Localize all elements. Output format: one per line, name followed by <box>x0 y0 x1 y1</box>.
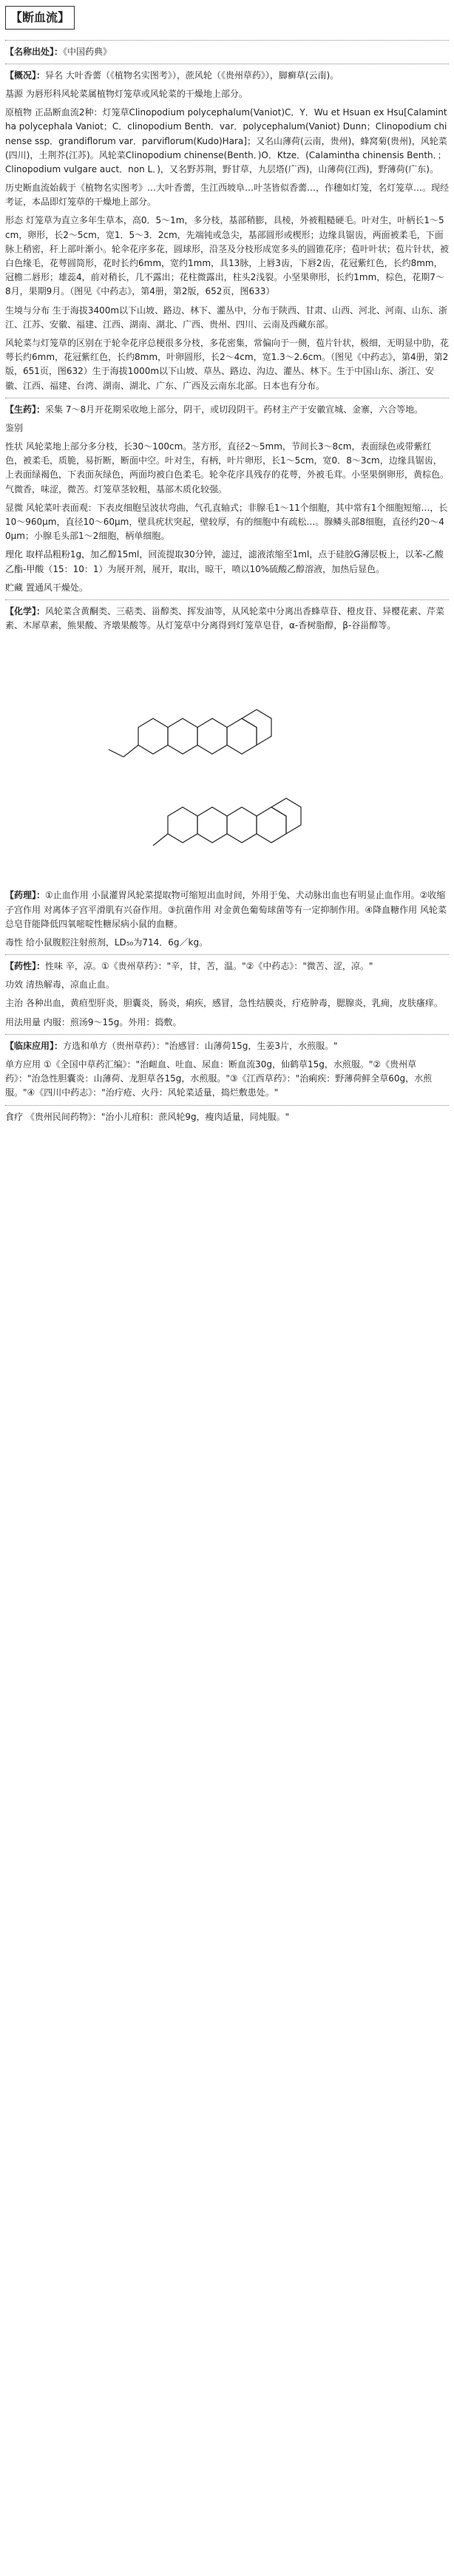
section-label: 【名称出处】： <box>5 46 64 57</box>
para-dosage: 用法用量 内服：煎汤9～15g。外用：捣敷。 <box>5 1016 182 1027</box>
section-name-source <box>5 45 449 59</box>
para-microscopy: 显微 风轮菜叶表面观：下表皮细胞呈波状弯曲，气孔直轴式；非腺毛1～11个细胞，其中常有1个细胞短缩…，长10～960µm，直径10～60µm，壁具疣状突起，壁较厚，有的细胞中有疏松…。腺鳞头部8细胞，直径约20～40µm；小腺毛头部1～2细胞，柄单细胞。 <box>5 502 448 542</box>
para-plant: 原植物 正品断血流2种：灯笼草Clinopodium polycephalum(Vaniot)C．Y．Wu et Hsuan ex Hsu[Calamintha polycephala Vaniot；C．clinopodium Benth．var．polycephalum(Vaniot) Dunn；Clinopodium chinense ssp．grandiflorum var．parviflorum(Kudo)Hara]；又名山薄荷(云南，贵州)，蜂窝菊(贵州)，风轮菜(四川)，土荆芥(江苏)。风轮菜Clinopodium chinense(Benth．)O．Ktze．(Calamintha chinensis Benth．；Clinopodium vulgare auct．non L．)，又名野苏荆，野甘草，九层塔(广西)，山薄荷(江西)，野薄荷(广东)。 <box>5 107 447 174</box>
para-indications: 主治 各种出血，黄疸型肝炎，胆囊炎，肠炎，痢疾，感冒，急性结膜炎，疔疮肿毒，腮腺炎，乳痈，皮肤瘙痒。 <box>5 998 443 1009</box>
para-characters: 性状 风轮菜地上部分多分枝，长30～100cm。茎方形，直径2～5mm，节间长3～8cm，表面绿色或带紫红色，被柔毛，质脆，易折断，断面中空。叶对生，有柄，叶片卵形，长1～5cm，宽0．8～3cm，边缘具锯齿，上表面绿褐色，下表面灰绿色，两面均被白色柔毛。轮伞花序具残存的花萼，外被毛茸。小坚果倒卵形，黄棕色。气微香，味涩，微苦。灯笼草茎较粗，基部木质化较强。 <box>5 441 450 495</box>
divider <box>5 599 449 600</box>
section-text: 风轮菜含黄酮类、三萜类、甾醇类、挥发油等，从风轮菜中分离出香蜂草苷、橙皮苷、异樱花素、芹菜素、木犀草素，熊果酸、齐墩果酸等。从灯笼草中分离得到灯笼草皂苷，α-香树脂醇，β-谷甾醇等。 <box>5 605 445 631</box>
section-text: 采集 7～8月开花期采收地上部分，阴干，或切段阴干。药材主产于安徽宣城、金寨，六合等地。 <box>45 404 424 415</box>
para-source: 基源 为唇形科风轮菜属植物灯笼草或风轮菜的干燥地上部分。 <box>5 88 248 99</box>
section-properties <box>5 959 449 973</box>
section-label: 【药性】： <box>5 961 46 972</box>
section-label: 【化学】： <box>5 605 46 616</box>
para-identification: 鉴别 <box>5 422 24 433</box>
para-difference: 风轮菜与灯笼草的区别在于轮伞花序总梗很多分枝，多花密集，常偏向于一侧，苞片针状，极细，无明显中肋，花萼长约6mm，花冠紫红色，长约8mm，叶卵圆形，长2～4cm，宽1.3～2.6cm。（图见《中药志》，第4册，第2版，651页，图632）生于海拔1000m以下山坡、草丛、路边、沟边、灌丛、林下。生于中国山东、浙江、安徽、江西、福建、台湾、湖南、湖北、广东、广西及云南东北部。日本也有分布。 <box>5 337 450 391</box>
divider <box>5 954 449 955</box>
section-label: 【临床应用】： <box>5 1040 64 1051</box>
section-crude-drug <box>5 403 449 417</box>
para-history: 历史断血流始载于《植物名实图考》…大叶香薷，生江西坡阜…叶茎皆似香薷…，作穗如灯笼，名灯笼草…。现经考证，本品即灯笼草的干燥地上部分。 <box>5 183 450 208</box>
section-label: 【药理】： <box>5 890 46 901</box>
document-page <box>5 0 449 1141</box>
document-title: 【断血流】 <box>5 6 75 30</box>
chemical-structure-figure <box>94 639 360 883</box>
para-efficacy: 功效 清热解毒，凉血止血。 <box>5 979 115 990</box>
para-morphology: 形态 灯笼草为直立多年生草本，高0．5～1m，多分枝，基部稍膨，具棱，外被粗糙硬毛。叶对生，叶柄长1～5cm，卵形，长2～5cm，宽1．5～3．2cm，先端钝或急尖，基部圆形或楔形；边缘具锯齿，两面被柔毛，下面脉上稍密，秆上部叶渐小。轮伞花序多花，圆球形，沿茎及分枝形成宽多头的圆锥花序；苞叶叶状；苞片针状，被白色缘毛，花萼圆筒形，花时长约6mm，宽约1mm，具13脉，上唇3齿，下唇2齿，花冠紫红色，长约8mm，冠檐二唇形；雄蕊4，前对稍长，几不露出；花柱微露出，柱头2浅裂。小坚果卵形，长约1mm，棕色，花期7～8月，果期9月。（图见《中药志》，第4册，第2版，652页，图633） <box>5 215 450 297</box>
para-dietary: 食疗 《贵州民间药物》："治小儿疳积：蔗风轮9g，瘦肉适量，同炖服。" <box>5 1111 290 1122</box>
para-single-prescription: 单方应用 ①《全国中草药汇编》："治衄血、吐血、尿血：断血流30g，仙鹤草15g，水煎服。"②《贵州草药》："治急性胆囊炎：山薄荷、龙胆草各15g，水煎服。"③《江西草药》："治痢疾：野薄荷鲜全草60g，水煎服。"④《四川中药志》："治疔疮、火丹：风轮菜适量，捣烂敷患处。" <box>5 1059 433 1098</box>
section-text: 性味 辛，凉。①《贵州草药》："辛，甘，苦，温。"②《中药志》："微苦、涩，凉。" <box>45 961 373 972</box>
section-text: 方选和单方（贵州草药）："治感冒：山薄荷15g，生姜3片，水煎服。" <box>63 1040 338 1051</box>
divider <box>5 1034 449 1035</box>
section-label: 【概况】： <box>5 69 46 81</box>
section-text: ①止血作用 小鼠灌胃风轮菜提取物可缩短出血时间，外用于兔、犬动脉出血也有明显止血作用。②收缩子宫作用 对离体子宫平滑肌有兴奋作用。③抗菌作用 对金黄色葡萄球菌等有一定抑制作用。④降血糖作用 风轮菜总皂苷能降低四氧嘧啶性糖尿病小鼠的血糖。 <box>5 890 447 929</box>
section-overview <box>5 69 449 83</box>
section-clinical <box>5 1039 449 1053</box>
chemical-structure-svg <box>94 639 360 883</box>
section-text: 《中国药典》 <box>63 46 112 57</box>
para-toxicity: 毒性 给小鼠腹腔注射煎剂，LD₅₀为714．6g／kg。 <box>5 937 209 948</box>
section-chemistry <box>5 605 449 633</box>
para-storage: 贮藏 置通风干燥处。 <box>5 582 88 593</box>
divider <box>5 1105 449 1106</box>
divider <box>5 40 449 41</box>
para-habitat: 生境与分布 生于海拔3400m以下山坡、路边、林下、灌丛中，分布于陕西、甘肃、山西、河北、河南、山东、浙江、江苏、安徽、福建、江西、湖南、湖北、广西、贵州、四川、云南及西藏东部。 <box>5 305 448 330</box>
section-pharmacology <box>5 888 449 931</box>
section-text: 异名 大叶香薷（《植物名实图考》），蔗风轮（《贵州草药》），脚癣草(云南)。 <box>45 69 339 81</box>
para-physicochemical: 理化 取样品粗粉1g，加乙醇15ml，回流提取30分钟，滤过，滤液浓缩至1ml，点于硅胶G薄层板上，以苯-乙酸乙酯-甲酸（15：10：1）为展开剂，展开，取出，晾干，喷以10%硫酸乙醇溶液，加热后显色。 <box>5 549 444 574</box>
section-label: 【生药】： <box>5 404 46 415</box>
